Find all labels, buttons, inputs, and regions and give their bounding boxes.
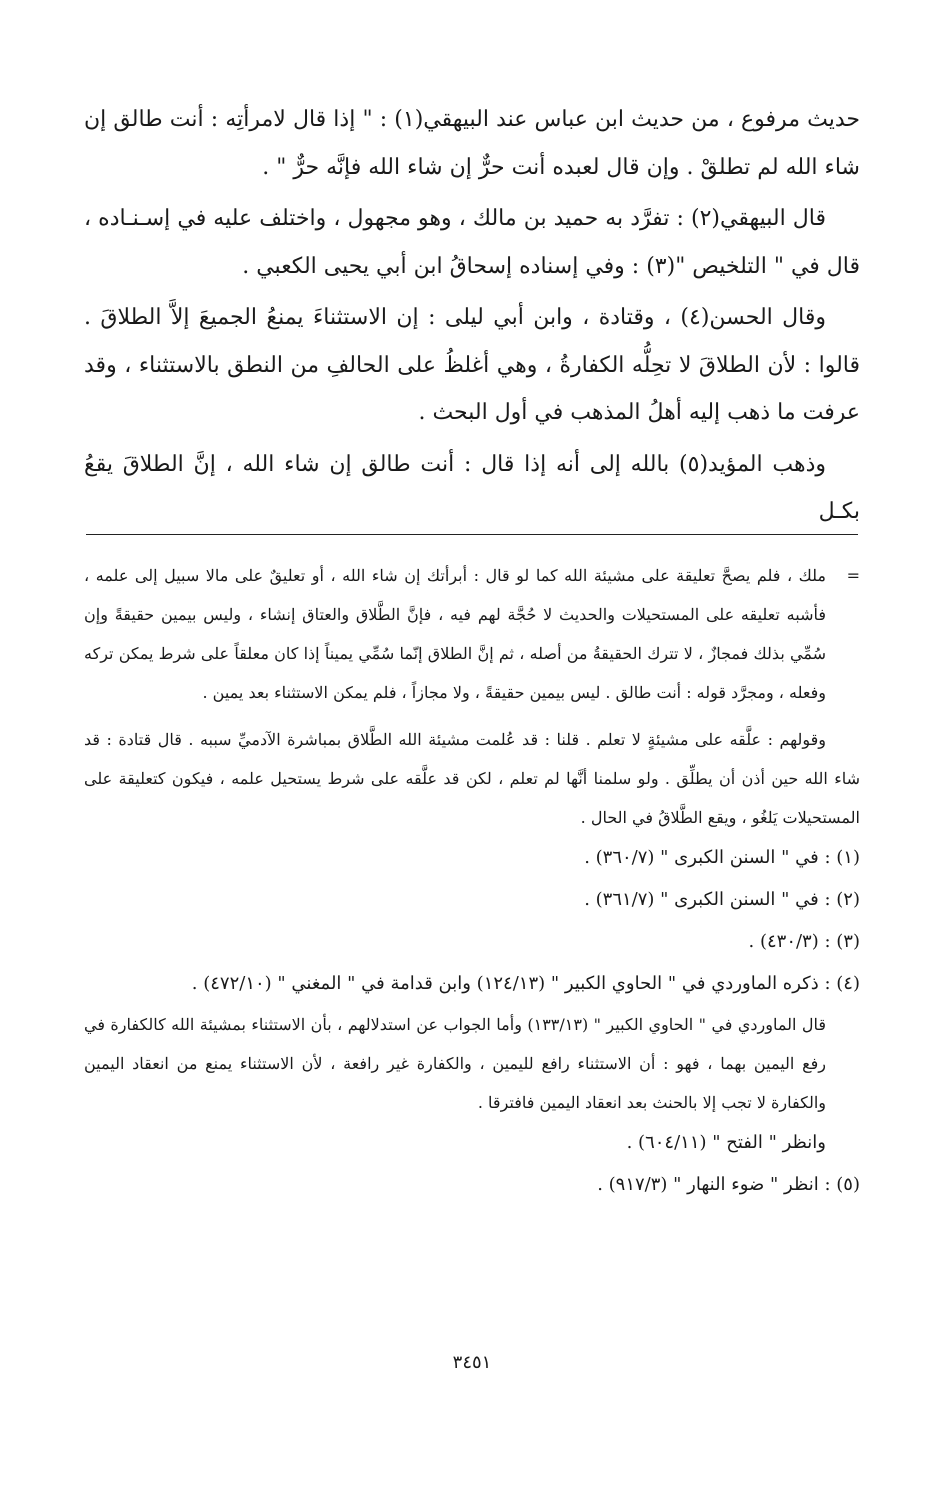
footnote-5: (٥) : انظر " ضوء النهار " (٩١٧/٣) . — [597, 1174, 860, 1195]
main-text — [84, 96, 860, 536]
footnote-4-see-also: وانظر " الفتح " (٦٠٤/١١) . — [626, 1132, 826, 1153]
main-paragraph-2: قال البيهقي(٢) : تفرَّد به حميد بن مالك ، وهو مجهول ، واختلف عليه في إسـنـاده ، قال في " التلخيص "(٣) : وفي إسناده إسحاقُ ابن أبي يحيى الكعبي . — [84, 206, 860, 279]
page-number: ٣٤٥١ — [452, 1352, 492, 1373]
footnote-continuation-2: وقولهم : علَّقه على مشيئةٍ لا تعلم . قلنا : قد عُلمت مشيئة الله الطَّلاق بمباشرة الآدميِّ سببه . قال قتادة : قد شاء الله حين أذن أن يطلِّق . ولو سلمنا أنَّها لم تعلم ، لكن قد علَّقه على شرط يستحيل علمه ، فيكون كتعليقة على المستحيلات يَلغُو ، ويقع الطَّلاقُ في الحال . — [84, 730, 860, 827]
footnote-continuation-1 — [84, 556, 860, 712]
main-paragraph-3: وقال الحسن(٤) ، وقتادة ، وابن أبي ليلى : إن الاستثناءَ يمنعُ الجميعَ إلاَّ الطلاقَ . قالوا : لأن الطلاقَ لا تحِلُّه الكفارةُ ، وهي أغلظُ على الحالفِ من النطق بالاستثناء ، وقد عرفت ما ذهب إليه أهلُ المذهب في أول البحث . — [84, 305, 860, 425]
footnote-4-detail: قال الماوردي في " الحاوي الكبير " (١٣٣/١٣) وأما الجواب عن استدلالهم ، بأن الاستثناء بمشيئة الله كالكفارة في رفع اليمين بهما ، فهو : أن الاستثناء رافع لليمين ، والكفارة غير رافعة ، لأن الاستثناء يمنع من انعقاد اليمين والكفارة لا تجب إلا بالحنث بعد انعقاد اليمين فافترقا . — [84, 1015, 827, 1112]
continuation-mark: = — [846, 566, 860, 585]
footnote-3: (٣) : (٤٣٠/٣) . — [748, 931, 860, 952]
footnote-continuation-text-1: ملك ، فلم يصحَّ تعليقة على مشيئة الله كما لو قال : أبرأتك إن شاء الله ، أو تعليقٌ على مالا سبيل إلى علمه ، فأشبه تعليقه على المستحيلات والحديث لا حُجَّة لهم فيه ، فإنَّ الطَّلاق والعتاق إنشاء ، وليس بيمين حقيقةً وإن سُمِّي بذلك فمجازٌ ، لا تترك الحقيقةُ من أصله ، ثم إنَّ الطلاق إنّما سُمِّي يميناً إذا كان معلقاً على شرط يمكن تركه وفعله ، ومجرَّد قوله : أنت طالق . ليس بيمين حقيقةً ، ولا مجازاً ، فلم يمكن الاستثناء بعد يمين . — [84, 566, 826, 702]
main-paragraph-4: وذهب المؤيد(٥) بالله إلى أنه إذا قال : أنت طالق إن شاء الله ، إنَّ الطلاقَ يقعُ بكـل — [84, 451, 860, 524]
footnote-4: (٤) : ذكره الماوردي في " الحاوي الكبير " (١٢٤/١٣) وابن قدامة في " المغني " (٤٧٢/١٠) . — [191, 973, 860, 994]
footnote-1: (١) : في " السنن الكبرى " (٣٦٠/٧) . — [584, 847, 860, 868]
footnote-2: (٢) : في " السنن الكبرى " (٣٦١/٧) . — [584, 889, 860, 910]
footnote-separator — [86, 534, 858, 535]
main-paragraph-1: حديث مرفوع ، من حديث ابن عباس عند البيهقي(١) : " إذا قال لامرأتِه : أنت طالق إن شاء الله لم تطلقْ . وإن قال لعبده أنت حرٌّ إن شاء الله فإنَّه حرٌّ " . — [84, 107, 860, 180]
footnotes — [84, 556, 860, 1206]
